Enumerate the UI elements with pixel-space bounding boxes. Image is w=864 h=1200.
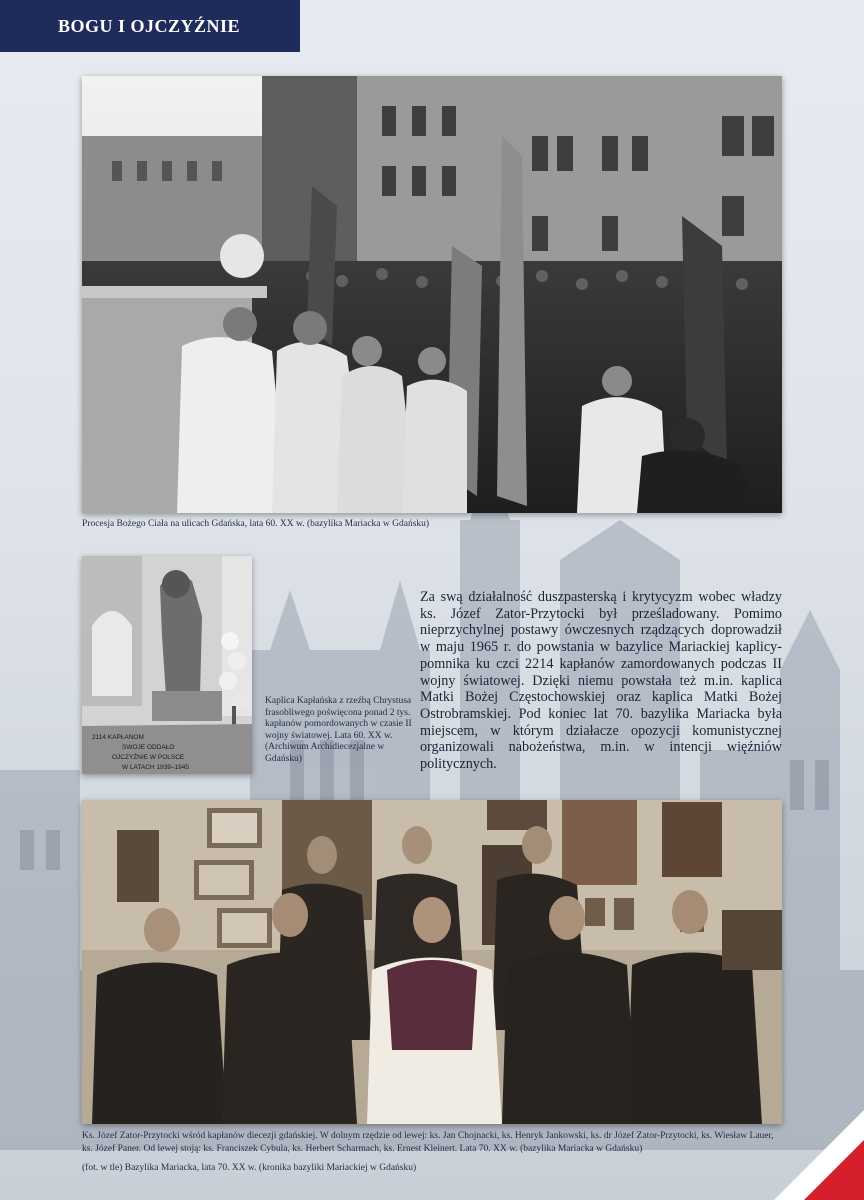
chapel-caption: Kaplica Kapłańska z rzeźbą Chrystusa frasobliwego poświęcona ponad 2 tys. kapłanów pomordowanych w czasie II wojny światowej. Lata 60. XX w. (Archiwum Archidiecezjalne w Gdańsku) (265, 696, 412, 764)
procession-caption: Procesja Bożego Ciała na ulicach Gdańska, lata 60. XX w. (bazylika Mariacka w Gdańsku) (82, 519, 430, 529)
section-header (0, 0, 300, 52)
background-photo-caption: (fot. w tle) Bazylika Mariacka, lata 70. XX w. (kronika bazyliki Mariackiej w Gdańsku) (82, 1163, 417, 1173)
plaque-line-1: 2114 KAPŁANOM (92, 734, 144, 741)
plaque-line-4: W LATACH 1939–1945 (122, 764, 189, 771)
procession-photo (82, 76, 782, 513)
priests-caption: Ks. Józef Zator-Przytocki wśród kapłanów diecezji gdańskiej. W dolnym rzędzie od lewej: ks. Jan Chojnacki, ks. Henryk Jankowski, ks. dr Józef Zator-Przytocki, ks. Wiesław Lauer, ks. Józef Paner. Od lewej stoją: ks. Franciszek Cybula, ks. Herbert Scharmach, ks. Ernest Kleinert. Lata 70. XX w. (bazylika Mariacka w Gdańsku) (82, 1131, 774, 1154)
chapel-photo (82, 556, 252, 774)
priests-group-photo (82, 800, 782, 1124)
plaque-line-2: SWOJE ODDAŁO (122, 744, 175, 751)
article-paragraph: Za swą działalność duszpasterską i krytycyzm wobec władzy ks. Józef Zator-Przytocki był prześladowany. Pomimo nieprzychylnej postawy ówczesnych rządzących doprowadził w maju 1965 r. do powstania w bazylice Mariackiej kaplicy-pomnika ku czci 2214 kapłanów zamordowanych podczas II wojny światowej. Dzięki niemu powstała też m.in. kaplica Matki Bożej Częstochowskiej oraz kaplica Matki Bożej Ostrobramskiej. Pod koniec lat 70. bazylika Mariacka była miejscem, w którym działacze opozycji komunistycznej organizowali nabożeństwa, m.in. w intencji więźniów politycznych. (420, 589, 782, 773)
polish-flag-corner (754, 1090, 864, 1200)
section-title: BOGU I OJCZYŹNIE (58, 15, 241, 36)
plaque-line-3: OJCZYŹNIE W POLSCE (112, 754, 185, 761)
